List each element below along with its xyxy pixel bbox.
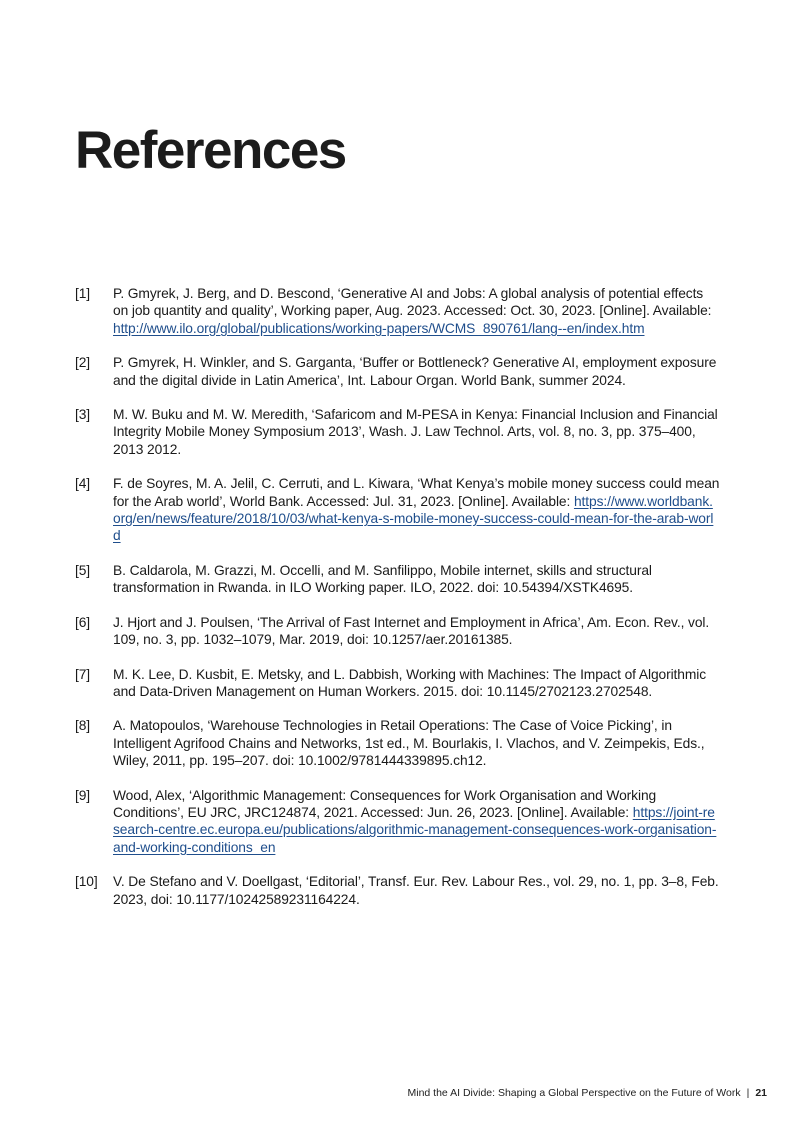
reference-citation: F. de Soyres, M. A. Jelil, C. Cerruti, and L. Kiwara, ‘What Kenya’s mobile money success could mean for the Arab world’, World Bank. Accessed: Jul. 31, 2023. [Online]. Available:: [113, 476, 720, 509]
reference-link[interactable]: http://www.ilo.org/global/publications/working-papers/WCMS_890761/lang--en/index.htm: [113, 320, 645, 336]
reference-citation: M. W. Buku and M. W. Meredith, ‘Safaricom and M-PESA in Kenya: Financial Inclusion and Financial Integrity Mobile Money Symposium 2013’, Wash. J. Law Technol. Arts, vol. 8, no. 3, pp. 375–400, 2013 2012.: [113, 407, 718, 457]
reference-list: [75, 285, 720, 925]
reference-text: [113, 475, 720, 545]
reference-citation: Wood, Alex, ‘Algorithmic Management: Consequences for Work Organisation and Working Conditions’, EU JRC, JRC124874, 2021. Accessed: Jun. 26, 2023. [Online]. Available:: [113, 787, 657, 820]
reference-number: [9]: [75, 787, 91, 803]
reference-item: [75, 475, 720, 545]
reference-citation: P. Gmyrek, H. Winkler, and S. Garganta, ‘Buffer or Bottleneck? Generative AI, employment exposure and the digital divide in Latin America’, Int. Labour Organ. World Bank, summer 2024.: [113, 355, 717, 388]
reference-citation: P. Gmyrek, J. Berg, and D. Bescond, ‘Generative AI and Jobs: A global analysis of potential effects on job quantity and quality’, Working paper, Aug. 2023. Accessed: Oct. 30, 2023. [Online]. Available:: [113, 286, 712, 319]
page-number: 21: [755, 1087, 767, 1099]
reference-number: [6]: [75, 614, 91, 630]
reference-text: [113, 614, 720, 649]
reference-number: [4]: [75, 476, 91, 492]
reference-number: [7]: [75, 666, 91, 682]
reference-text: [113, 562, 720, 597]
page-footer: [408, 1086, 768, 1100]
footer-document-title: Mind the AI Divide: Shaping a Global Perspective on the Future of Work: [407, 1087, 741, 1099]
reference-citation: J. Hjort and J. Poulsen, ‘The Arrival of Fast Internet and Employment in Africa’, Am. Econ. Rev., vol. 109, no. 3, pp. 1032–1079, Mar. 2019, doi: 10.1257/aer.20161385.: [113, 614, 710, 648]
reference-item: [75, 562, 720, 597]
reference-citation: V. De Stefano and V. Doellgast, ‘Editorial’, Transf. Eur. Rev. Labour Res., vol. 29, no. 1, pp. 3–8, Feb. 2023, doi: 10.1177/10242589231164224.: [113, 874, 719, 907]
reference-text: [113, 787, 720, 857]
reference-text: [113, 873, 720, 908]
reference-number: [10]: [75, 874, 98, 890]
reference-item: [75, 787, 720, 857]
reference-citation: M. K. Lee, D. Kusbit, E. Metsky, and L. Dabbish, Working with Machines: The Impact of Algorithmic and Data-Driven Management on Human Workers. 2015. doi: 10.1145/2702123.2702548.: [113, 666, 707, 699]
reference-number: [3]: [75, 407, 91, 423]
reference-text: [113, 285, 720, 337]
reference-number: [2]: [75, 355, 91, 371]
reference-text: [113, 406, 720, 458]
reference-text: [113, 717, 720, 769]
reference-citation: B. Caldarola, M. Grazzi, M. Occelli, and M. Sanfilippo, Mobile internet, skills and structural transformation in Rwanda. in ILO Working paper. ILO, 2022. doi: 10.54394/XSTK4695.: [113, 562, 652, 596]
reference-item: [75, 354, 720, 389]
reference-number: [5]: [75, 562, 91, 578]
footer-separator: |: [746, 1087, 750, 1099]
reference-text: [113, 666, 720, 701]
reference-number: [8]: [75, 718, 91, 734]
reference-number: [1]: [75, 286, 91, 301]
reference-link[interactable]: https://www.worldbank.org/en/news/feature/2018/10/03/what-kenya-s-mobile-money-success-could-mean-for-the-arab-world: [113, 493, 714, 544]
reference-link[interactable]: https://joint-research-centre.ec.europa.eu/publications/algorithmic-management-consequences-work-organisation-and-working-conditions_en: [113, 804, 717, 855]
reference-item: [75, 666, 720, 701]
reference-item: [75, 614, 720, 649]
page-title: References: [75, 121, 346, 180]
reference-item: [75, 717, 720, 769]
reference-item: [75, 873, 720, 908]
reference-item: [75, 406, 720, 458]
reference-text: [113, 354, 720, 389]
reference-citation: A. Matopoulos, ‘Warehouse Technologies in Retail Operations: The Case of Voice Picking’, in Intelligent Agrifood Chains and Networks, 1st ed., M. Bourlakis, I. Vlachos, and V. Zeimpekis, Eds., Wiley, 2011, pp. 195–207. doi: 10.1002/9781444339895.ch12.: [113, 718, 705, 769]
reference-item: [75, 285, 720, 337]
